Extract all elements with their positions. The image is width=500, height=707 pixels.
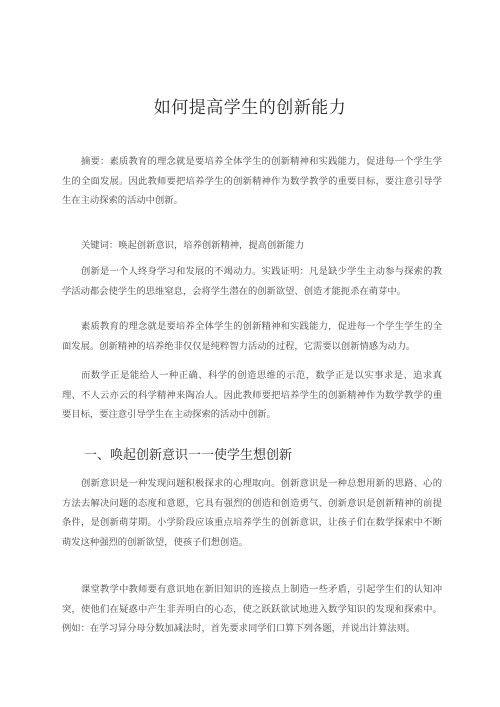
body-paragraph-1: 创新是一个人终身学习和发展的不竭动力。实践证明：凡是缺少学生主动参与探索的教学活动都会使学生的思维窒息，会将学生潜在的创新欲望、创造才能扼杀在萌芽中。: [62, 266, 442, 297]
section1-paragraph-1: 创新意识是一种发现问题积极探求的心理取向。创新意识是一种总想用新的思路、心的方法去解决问题的态度和意愿，它具有强烈的创造和创造勇气、创新意识是创新精神的前提条件，是创新萌芽期。小学阶段应该重点培养学生的创新意识，让孩子们在数学探索中不断萌发这种强烈的创新欲望，使孩子们想创造。: [62, 478, 442, 548]
body-paragraph-3: 而数学正是能给人一种正确、科学的创造思维的示范，数学正是以实事求是、追求真理、不人云亦云的科学精神来陶冶人。因此教师要把培养学生的创新精神作为数学教学的重要目标，要注意引导学生在主动探索的活动中创新。: [62, 370, 442, 420]
keywords-paragraph: 关键词：唤起创新意识，培养创新精神，提高创新能力: [81, 240, 305, 251]
section1-paragraph-2: 课堂教学中教师要有意识地在新旧知识的连接点上制造一些矛盾，引起学生们的认知冲突，使他们在疑惑中产生非弄明白的心态，使之跃跃欲试地进入数学知识的发现和探索中。例如：在学习异分母分数加减法时，首先要求同学们口算下列各题，并说出计算法则。: [62, 584, 442, 634]
document-title: 如何提高学生的创新能力: [153, 98, 347, 118]
abstract-paragraph: 摘要：素质教育的理念就是要培养全体学生的创新精神和实践能力，促进每一个学生学生的全面发展。因此教师要把培养学生的创新精神作为数学教学的重要目标，要注意引导学生在主动探索的活动中创新。: [62, 156, 442, 206]
body-paragraph-2: 素质教育的理念就是要培养全体学生的创新精神和实践能力，促进每一个学生学生的全面发展。创新精神的培养绝非仅仅是纯粹智力活动的过程，它需要以创新情感为动力。: [62, 321, 442, 352]
section-heading-1: 一、唤起创新意识一一使学生想创新: [84, 448, 293, 463]
